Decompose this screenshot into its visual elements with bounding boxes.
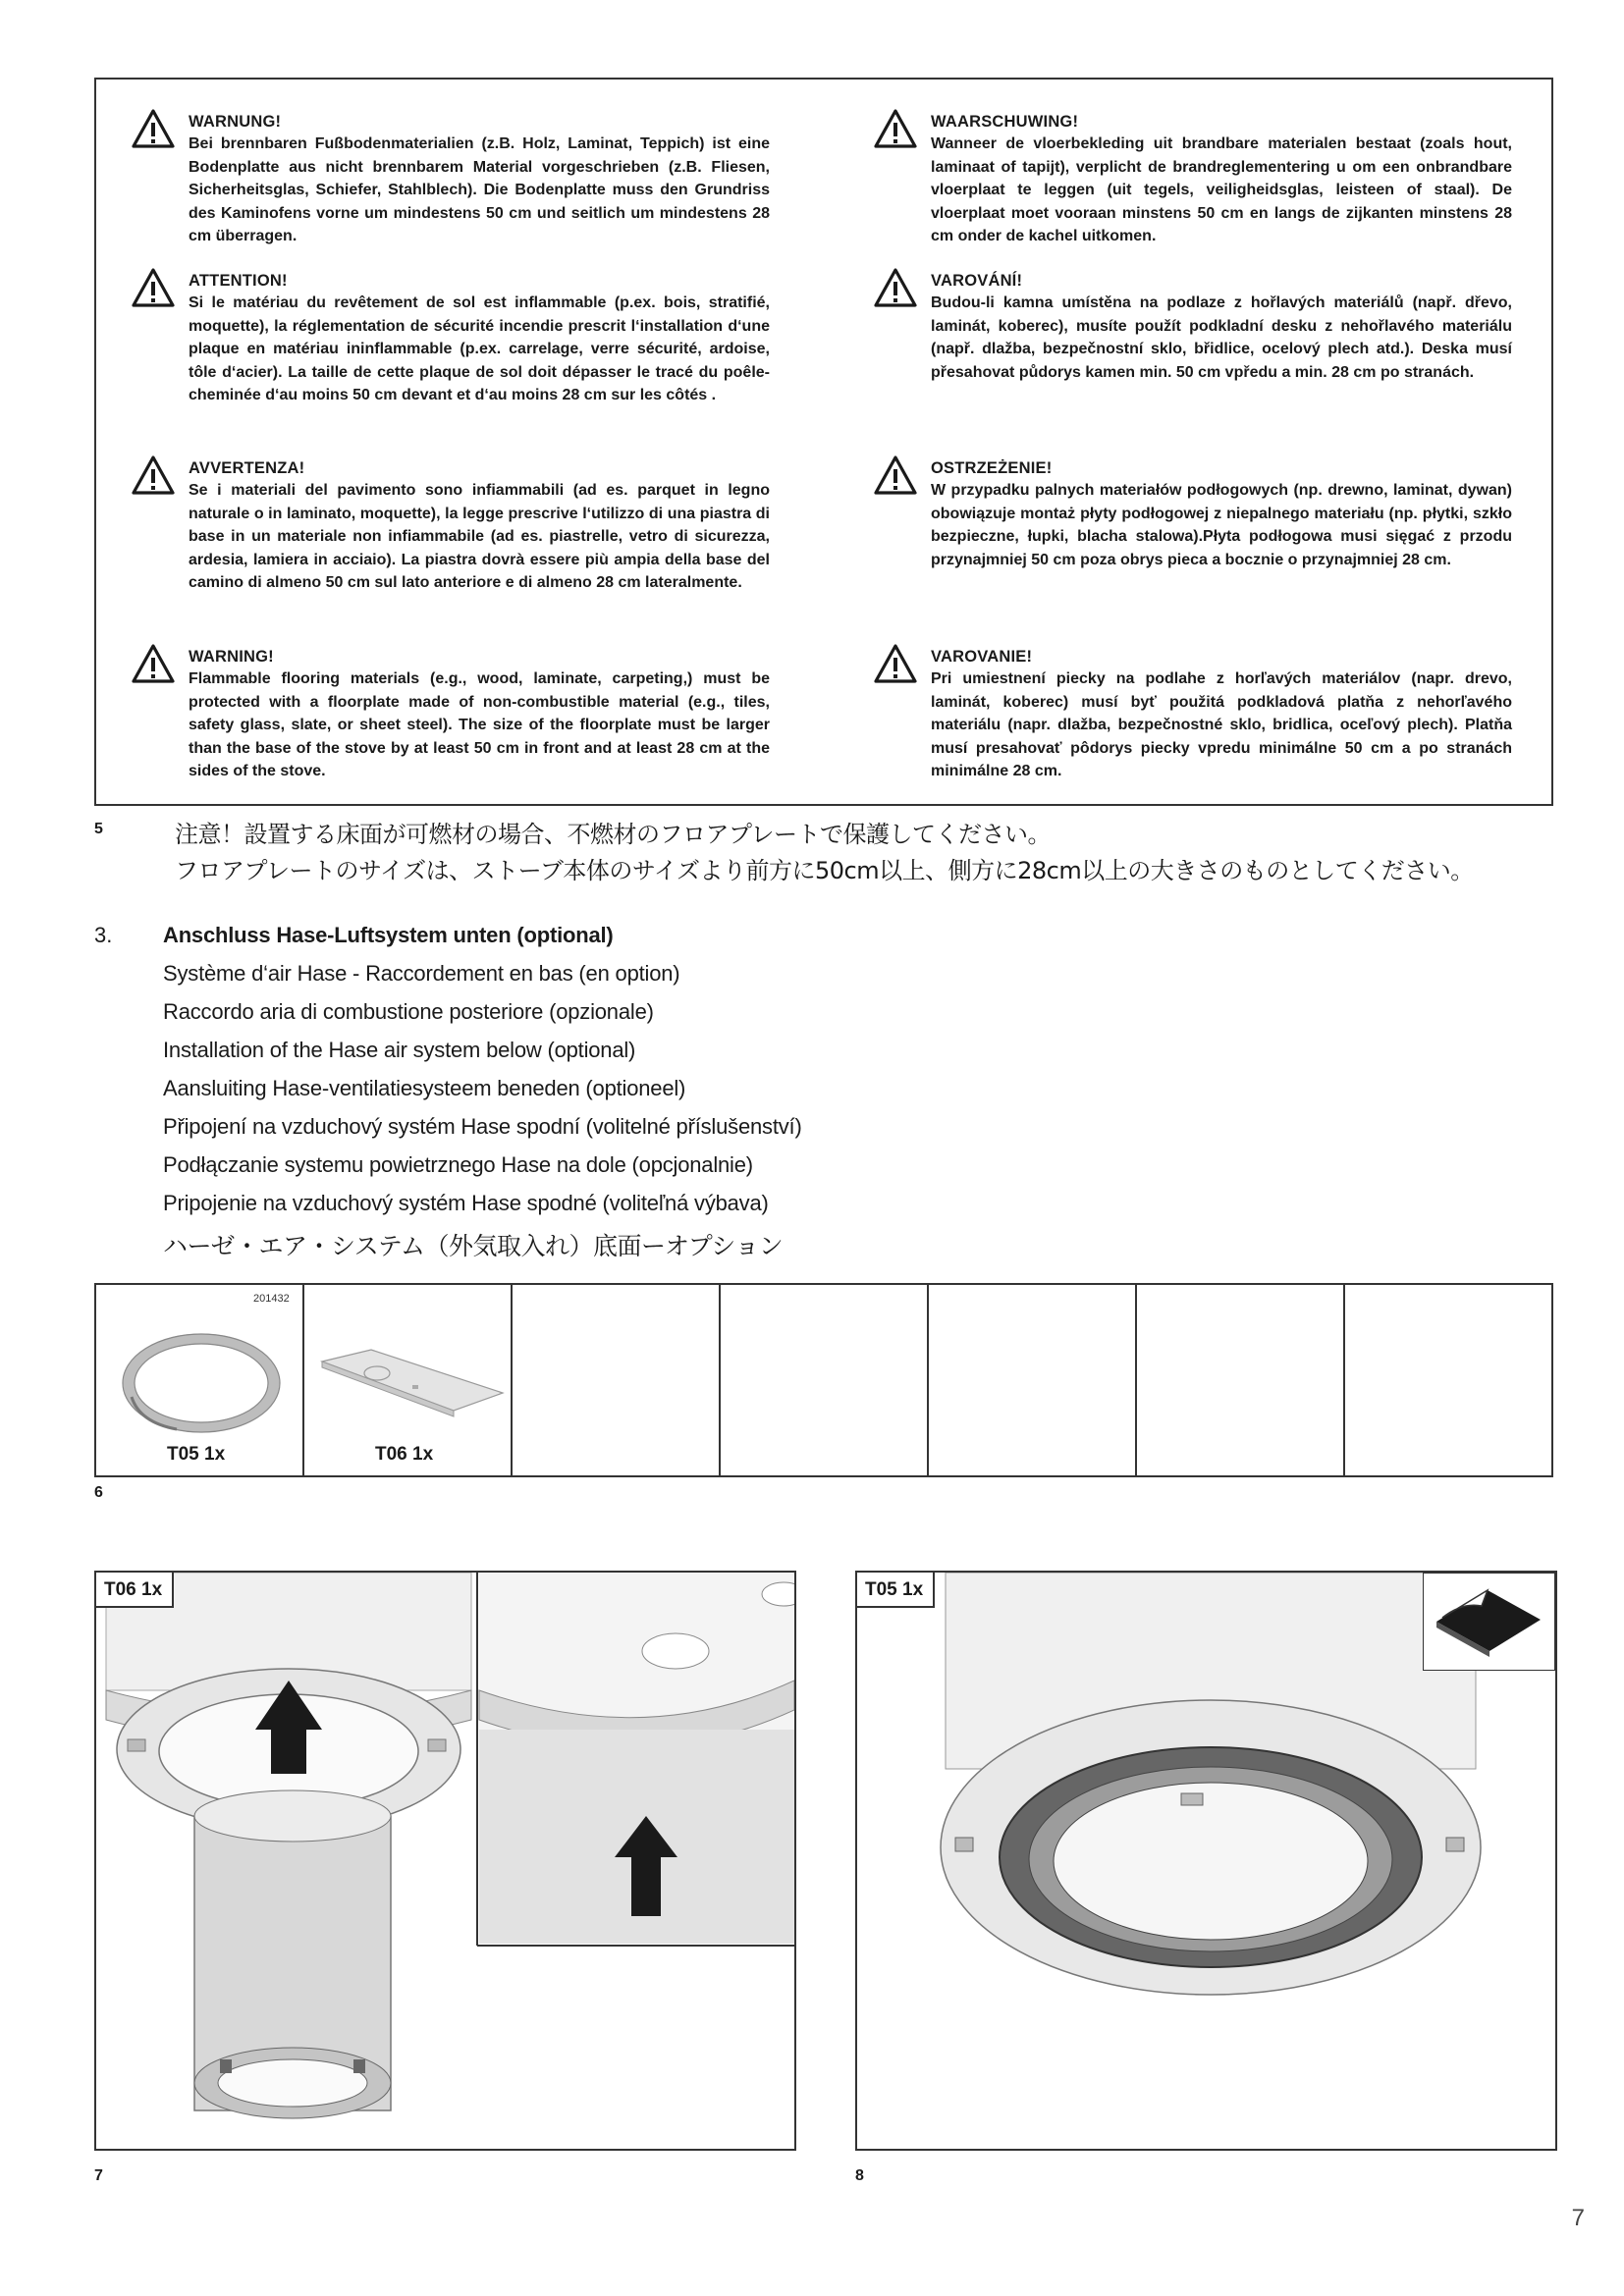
section-title-nl: Aansluiting Hase-ventilatiesysteem beneden (optioneel) [163, 1076, 686, 1100]
part-cell-empty-3 [929, 1285, 1137, 1475]
part-cell-empty-1 [513, 1285, 721, 1475]
figure-7-panel [94, 1571, 796, 2151]
jp-warning-line-2: フロアプレートのサイズは、ストーブ本体のサイズより前方に50cm以上、側方に28cm以上の大きさのものとしてください。 [175, 857, 1474, 884]
warning-title: ATTENTION! [189, 272, 288, 290]
warning-title: VAROVÁNÍ! [931, 272, 1023, 290]
jp-warning-line-1: 注意！設置する床面が可燃材の場合、不燃材のフロアプレートで保護してください。 [175, 821, 1052, 848]
section-title-sk: Pripojenie na vzduchový systém Hase spodné (voliteľná výbava) [163, 1191, 769, 1215]
parts-table [94, 1283, 1553, 1477]
warning-text: Budou-li kamna umístěna na podlaze z hořlavých materiálů (např. dřevo, laminát, koberec), musíte použít podkladní desku z nehořlavého materiálu (např. dlažba, bezpečnostní sklo, břidlice, ocelový plech atd.). Deska musí přesahovat půdorys kamen min. 50 cm vpředu a min. 28 cm po stranách. [931, 294, 1512, 381]
section-title-it: Raccordo aria di combustione posteriore (opzionale) [163, 999, 654, 1024]
section-title-cs: Připojení na vzduchový systém Hase spodní (volitelné příslušenství) [163, 1114, 802, 1139]
warning-triangle-icon [874, 644, 917, 683]
part-cell-empty-5 [1345, 1285, 1551, 1475]
figure-5-number: 5 [94, 821, 103, 837]
warning-title: WARNUNG! [189, 113, 282, 131]
part-label-t05: T05 1x [167, 1444, 226, 1465]
section-number: 3. [94, 923, 113, 947]
warning-text: Se i materiali del pavimento sono infiammabili (ad es. parquet in legno naturale o in laminato, moquette), la legge prescrive l‘utilizzo di una piastra di base in un materiale non infiammabile (ad es. piastrelle, vetro di sicurezza, ardesia, lamiera in acciaio). La piastra dovrà essere più ampia della base del camino di almeno 50 cm sul lato anteriore e di almeno 28 cm lateralmente. [189, 482, 770, 591]
part-cell-empty-2 [721, 1285, 929, 1475]
warning-triangle-icon [132, 455, 175, 495]
warning-triangle-icon [874, 268, 917, 307]
warning-triangle-icon [874, 109, 917, 148]
figure-8-panel [855, 1571, 1557, 2151]
warning-title: OSTRZEŻENIE! [931, 459, 1053, 477]
section-title-fr: Système d‘air Hase - Raccordement en bas (en option) [163, 961, 680, 986]
warning-triangle-icon [132, 109, 175, 148]
cover-plate-icon [316, 1344, 507, 1432]
seal-ring-icon [118, 1328, 285, 1436]
part-cell-t06 [253, 1285, 513, 1475]
section-title-jp: ハーゼ・エア・システム（外気取入れ）底面ーオプション [163, 1232, 784, 1260]
warning-triangle-icon [132, 644, 175, 683]
part-cell-empty-4 [1137, 1285, 1345, 1475]
figure-6-number: 6 [94, 1484, 103, 1501]
section-title-pl: Podłączanie systemu powietrznego Hase na dole (opcjonalnie) [163, 1152, 753, 1177]
warning-title: WARNING! [189, 648, 274, 666]
section-title-en: Installation of the Hase air system below (optional) [163, 1038, 636, 1062]
warning-triangle-icon [874, 455, 917, 495]
warning-title: AVVERTENZA! [189, 459, 305, 477]
section-title: Anschluss Hase-Luftsystem unten (optional) [163, 923, 614, 947]
warning-text: Si le matériau du revêtement de sol est inflammable (p.ex. bois, stratifié, moquette), la réglementation de sécurité incendie prescrit l‘installation d‘une plaque en matériau ininflammable (p.ex. carrelage, verre sécurité, ardoise, tôle d‘acier). La taille de cette plaque de sol doit dépasser le tracé du poêle-cheminée d‘au moins 50 cm devant et d‘au moins 28 cm sur les côtés . [189, 294, 770, 403]
warning-title: WAARSCHUWING! [931, 113, 1079, 131]
part-cell-t05 [96, 1285, 304, 1475]
part-label-t06: T06 1x [375, 1444, 434, 1465]
warning-text: Bei brennbaren Fußbodenmaterialien (z.B. Holz, Laminat, Teppich) ist eine Bodenplatte aus nicht brennbarem Material vorgeschrieben (z.B. Fliesen, Sicherheitsglas, Schiefer, Stahlblech). Die Bodenplatte muss den Grundriss des Kaminofens vorne um mindestens 50 cm und seitlich um mindestens 28 cm überragen. [189, 135, 770, 244]
adhesive-tape-icon [1423, 1573, 1555, 1671]
article-number: 201432 [253, 1293, 290, 1305]
figure-7-number: 7 [94, 2167, 103, 2184]
warning-title: VAROVANIE! [931, 648, 1033, 666]
warning-text: Pri umiestnení piecky na podlahe z horľavých materiálov (napr. drevo, laminát, koberec) musí byť použitá podkladová platňa z nehorľavého materiálu (napr. dlažba, bezpečnostné sklo, bridlica, oceľový plech). Platňa musí presahovať pôdorys piecky vpredu minimálne 50 cm a po stranách minimálne 28 cm. [931, 670, 1512, 779]
stove-base-illustration [96, 1573, 794, 2149]
warning-text: Flammable flooring materials (e.g., wood, laminate, carpeting,) must be protected with a floorplate made of non-combustible material (e.g., tiles, safety glass, slate, or sheet steel). The size of the floorplate must be larger than the base of the stove by at least 50 cm in front and at least 28 cm at the sides of the stove. [189, 670, 770, 779]
warning-text: Wanneer de vloerbekleding uit brandbare materialen bestaat (zoals hout, laminaat of tapijt), verplicht de brandreglementering u om een onbrandbare vloerplaat te leggen (uit tegels, veiligheidsglas, leisteen of staal). De vloerplaat moet vooraan minstens 50 cm en langs de zijkanten minstens 28 cm onder de kachel uitkomen. [931, 135, 1512, 244]
figure-7-tag: T06 1x [96, 1573, 174, 1608]
warning-box [94, 78, 1553, 806]
warning-text: W przypadku palnych materiałów podłogowych (np. drewno, laminat, dywan) obowiązuje montaż płyty podłogowej z niepalnego materiału (np. płytki, szkło bezpieczne, łupki, blacha stalowa).Płyta podłogowa musi sięgać z przodu przynajmniej 50 cm poza obrys pieca a bocznie o przynajmniej 28 cm. [931, 482, 1512, 568]
warning-triangle-icon [132, 268, 175, 307]
page-number: 7 [1571, 2205, 1585, 2231]
figure-8-tag: T05 1x [857, 1573, 935, 1608]
figure-8-number: 8 [855, 2167, 864, 2184]
